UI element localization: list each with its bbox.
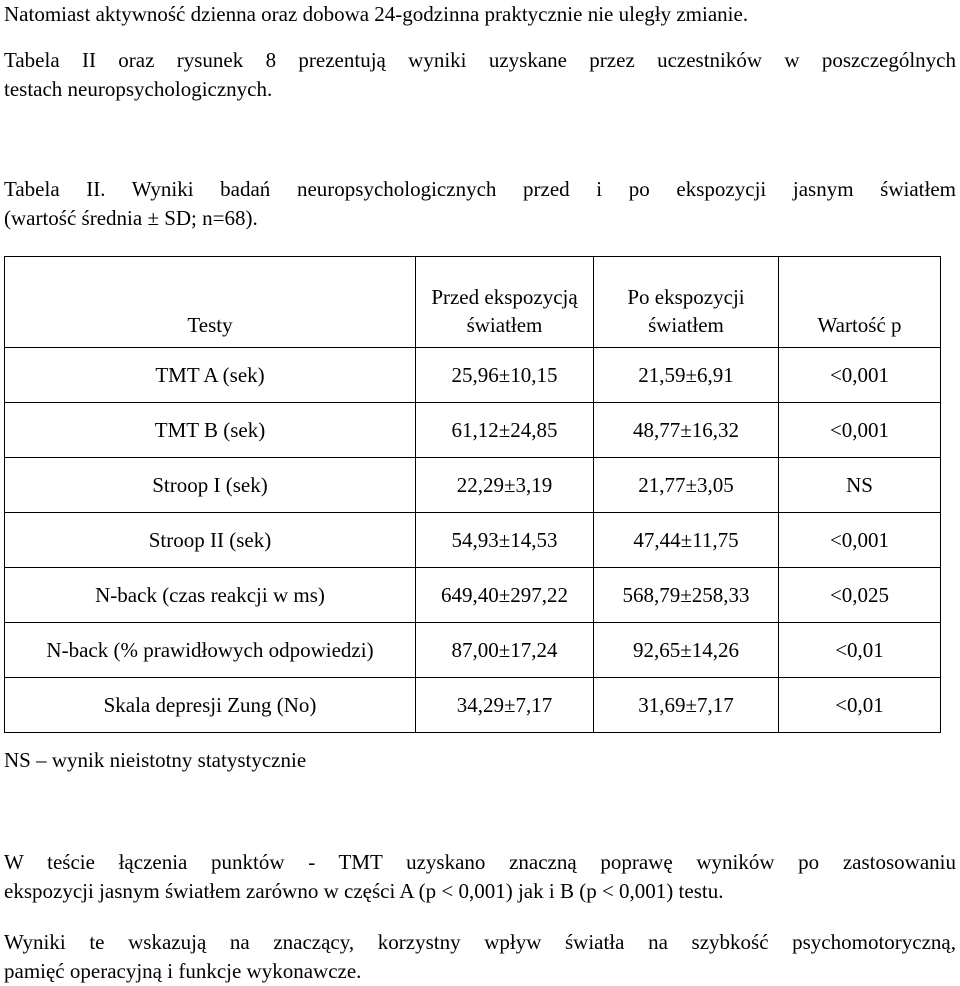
cell-p: <0,025 (779, 568, 941, 623)
cell-before: 34,29±7,17 (416, 678, 594, 733)
cell-test: Stroop I (sek) (5, 458, 416, 513)
cell-p: <0,01 (779, 678, 941, 733)
cell-before: 649,40±297,22 (416, 568, 594, 623)
results-table (4, 256, 941, 733)
cell-before: 87,00±17,24 (416, 623, 594, 678)
table-row (5, 348, 941, 403)
cell-test: Skala depresji Zung (No) (5, 678, 416, 733)
table-row (5, 403, 941, 458)
outro-paragraph-1 (4, 848, 956, 906)
cell-after: 92,65±14,26 (594, 623, 779, 678)
cell-p: <0,001 (779, 513, 941, 568)
cell-after: 568,79±258,33 (594, 568, 779, 623)
cell-before: 22,29±3,19 (416, 458, 594, 513)
header-before-exposure: Przed ekspozycją światłem (416, 257, 594, 348)
table-row (5, 568, 941, 623)
header-after-exposure: Po ekspozycji światłem (594, 257, 779, 348)
footnote-text: NS – wynik nieistotny statystycznie (4, 748, 307, 772)
outro-paragraph-2 (4, 928, 956, 986)
cell-test: TMT A (sek) (5, 348, 416, 403)
cell-after: 21,59±6,91 (594, 348, 779, 403)
intro-text-line: Tabela II oraz rysunek 8 prezentują wyniki uzyskane przez uczestników w poszczególnych (4, 48, 956, 72)
outro-text-line: ekspozycji jasnym światłem zarówno w części A (p < 0,001) jak i B (p < 0,001) testu. (4, 879, 724, 903)
cell-after: 31,69±7,17 (594, 678, 779, 733)
cell-p: <0,01 (779, 623, 941, 678)
caption-line: Tabela II. Wyniki badań neuropsychologicznych przed i po ekspozycji jasnym światłem (4, 177, 956, 201)
caption-line: (wartość średnia ± SD; n=68). (4, 206, 258, 230)
table-row (5, 513, 941, 568)
table-row (5, 458, 941, 513)
table-caption (4, 175, 956, 233)
header-p-value: Wartość p (779, 257, 941, 348)
outro-text-line: pamięć operacyjną i funkcje wykonawcze. (4, 959, 362, 983)
cell-test: Stroop II (sek) (5, 513, 416, 568)
cell-test: N-back (% prawidłowych odpowiedzi) (5, 623, 416, 678)
intro-text-line: Natomiast aktywność dzienna oraz dobowa 24-godzinna praktycznie nie uległy zmianie. (4, 2, 749, 26)
table-footnote (4, 746, 956, 775)
cell-before: 54,93±14,53 (416, 513, 594, 568)
cell-after: 21,77±3,05 (594, 458, 779, 513)
table-row (5, 678, 941, 733)
cell-test: N-back (czas reakcji w ms) (5, 568, 416, 623)
outro-text-line: Wyniki te wskazują na znaczący, korzystny wpływ światła na szybkość psychomotoryczną, (4, 930, 956, 954)
cell-test: TMT B (sek) (5, 403, 416, 458)
cell-p: NS (779, 458, 941, 513)
table-header-row (5, 257, 941, 348)
cell-p: <0,001 (779, 403, 941, 458)
cell-before: 61,12±24,85 (416, 403, 594, 458)
header-tests: Testy (5, 257, 416, 348)
intro-text-line: testach neuropsychologicznych. (4, 77, 273, 101)
outro-text-line: W teście łączenia punktów - TMT uzyskano znaczną poprawę wyników po zastosowaniu (4, 850, 956, 874)
cell-after: 47,44±11,75 (594, 513, 779, 568)
cell-before: 25,96±10,15 (416, 348, 594, 403)
cell-p: <0,001 (779, 348, 941, 403)
table-row (5, 623, 941, 678)
intro-paragraph-2 (4, 46, 956, 104)
intro-paragraph-1 (4, 0, 956, 29)
cell-after: 48,77±16,32 (594, 403, 779, 458)
